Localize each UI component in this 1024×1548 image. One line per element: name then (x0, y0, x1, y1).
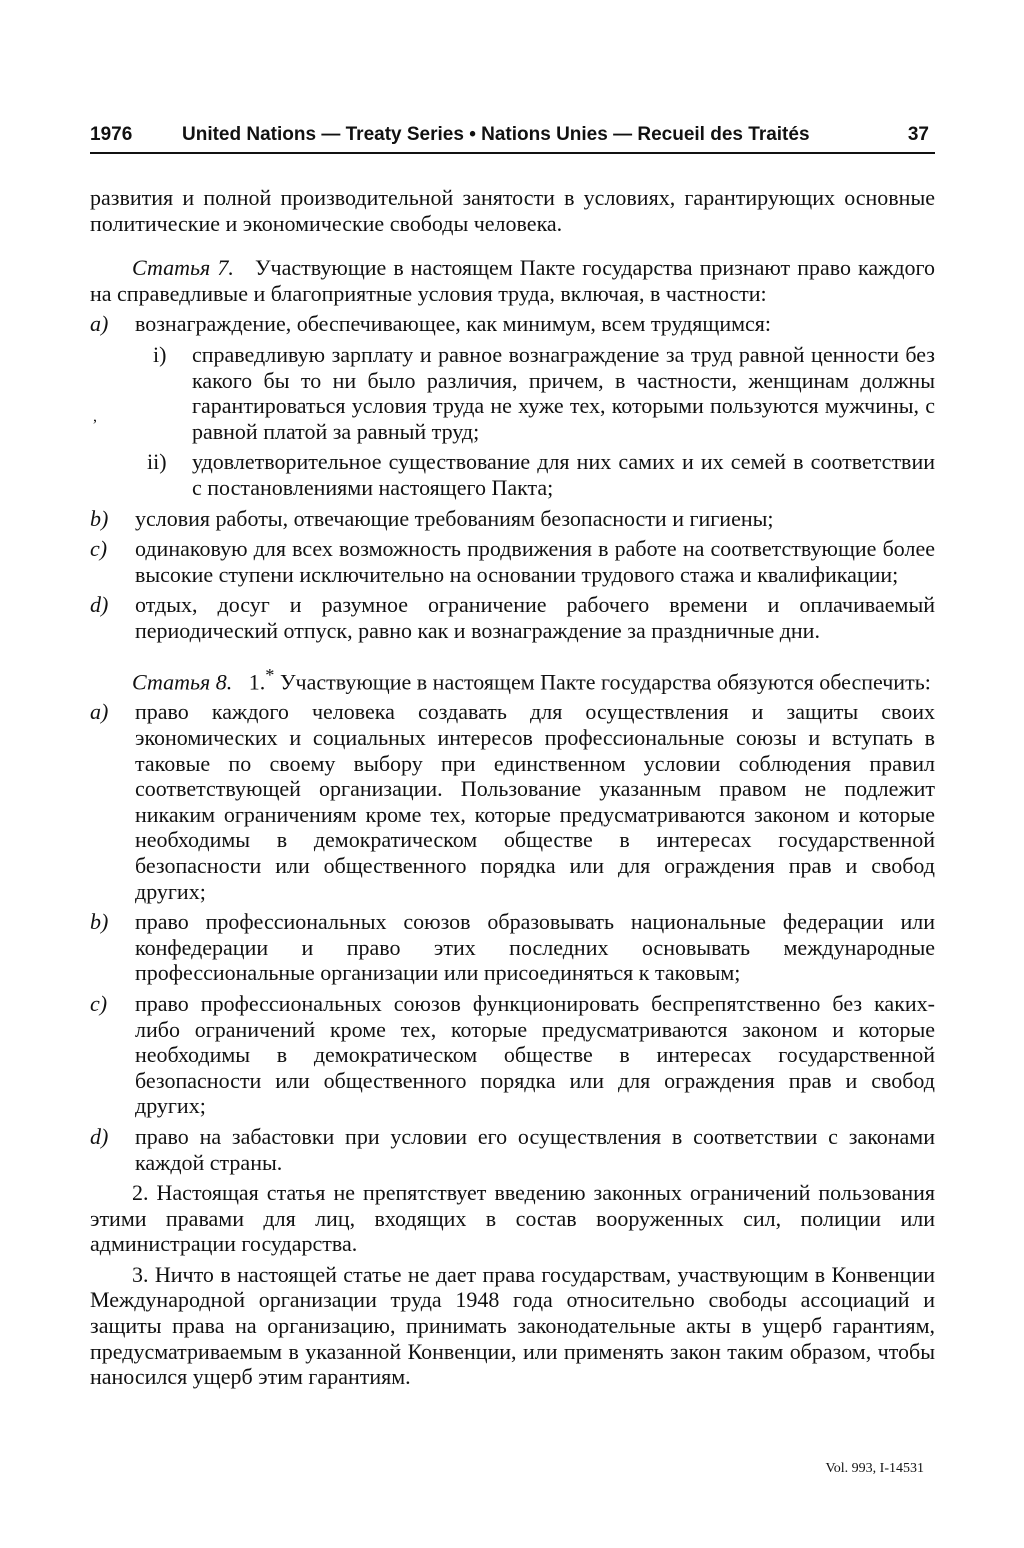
article-8-paragraph-2: 2. Настоящая статья не препятствует введению законных ограничений пользования этими правами для лиц, входящих в состав вооруженных сил, полиции или администрации государства. (90, 1180, 935, 1257)
list-item (90, 909, 935, 986)
list-label: c) (90, 536, 108, 562)
list-item (90, 536, 935, 587)
article-8-text: Участвующие в настоящем Пакте государства обязуются обеспечить: (279, 668, 931, 694)
sub-label: i) (153, 341, 167, 367)
list-text: одинаковую для всех возможность продвижения в работе на соответствующие более высокие ступени исключительно на основании трудового стажа и квалификации; (135, 536, 935, 587)
list-label: d) (90, 1123, 109, 1149)
list-label: b) (90, 909, 109, 935)
article-8-paragraph-3: 3. Ничто в настоящей статье не дает права государствам, участвующим в Конвенции Международной организации труда 1948 года относительно свободы ассоциаций и защиты права на организацию, принимать законодательные акты в ущерб гарантиям, предусматриваемым в указанной Конвенции, или применять закон таким образом, чтобы наносился ущерб этим гарантиям. (90, 1261, 935, 1390)
sub-text: справедливую зарплату и равное вознаграждение за труд равной ценности без какого бы то ни было различия, причем, в частности, женщинам должны гарантироваться условия труда не хуже тех, которыми пользуются мужчины, с равной платой за равный труд; (192, 341, 935, 444)
list-text: условия работы, отвечающие требованиям безопасности и гигиены; (135, 505, 774, 531)
article-8-heading: Статья 8. (132, 668, 233, 694)
header-title: United Nations — Treaty Series • Nations Unies — Recueil des Traités (182, 124, 810, 145)
list-text: право профессиональных союзов функционировать беспрепятственно без каких-либо ограничений кроме тех, которые предусматриваются законом и которые необходимы в демократическом обществе в интересах государственной безопасности или общественного порядка или для ограждения прав и свобод других; (135, 990, 935, 1119)
article-8-paragraph (90, 663, 935, 695)
list-label: b) (90, 505, 109, 531)
list-item (90, 506, 935, 532)
list-label: a) (90, 699, 109, 725)
page-number: 37 (907, 124, 929, 145)
article-8-number: 1. (248, 668, 266, 694)
sub-text: удовлетворительное существование для них самих и их семей в соответствии с постановлениями настоящего Пакта; (192, 449, 935, 500)
list-text: право на забастовки при условии его осуществления в соответствии с законами каждой страны. (135, 1123, 935, 1175)
list-item (90, 1124, 935, 1175)
footer-reference: Vol. 993, I-14531 (825, 1461, 924, 1476)
stray-mark: , (93, 408, 97, 425)
list-item (90, 699, 935, 904)
sub-item (135, 342, 935, 444)
list-item (90, 991, 935, 1119)
list-label: d) (90, 592, 109, 618)
list-label: c) (90, 990, 108, 1016)
sub-label: ii) (147, 449, 167, 475)
list-item (90, 592, 935, 643)
list-text: право профессиональных союзов образовывать национальные федерации или конфедерации и право этих последних основывать международные профессиональные организации или присоединяться к таковым; (135, 909, 935, 986)
list-label: a) (90, 311, 109, 337)
footnote-mark: * (265, 664, 275, 685)
list-item (90, 311, 935, 337)
sub-item (135, 449, 935, 500)
list-text: отдых, досуг и разумное ограничение рабочего времени и оплачиваемый периодический отпуск, равно как и вознаграждение за праздничные дни. (135, 592, 935, 643)
running-header (90, 118, 935, 154)
article-7-text: Участвующие в настоящем Пакте государства признают право каждого на справедливые и благоприятные условия труда, включая, в частности: (90, 255, 936, 306)
header-year: 1976 (90, 124, 133, 145)
article-7-heading: Статья 7. (132, 255, 234, 281)
list-text: право каждого человека создавать для осуществления и защиты своих экономических и социальных интересов профессиональные союзы и вступать в таковые по своему выбору при единственном условии соблюдения правил соответствующей организации. Пользование указанным правом не подлежит никаким ограничениям кроме тех, которые предусматриваются законом и которые необходимы в демократическом обществе в интересах государственной безопасности или общественного порядка или для ограждения прав и свобод других; (135, 699, 935, 904)
article-7-paragraph (90, 255, 935, 306)
body-text (90, 185, 935, 1390)
intro-paragraph: развития и полной производительной занятости в условиях, гарантирующих основные политические и экономические свободы человека. (90, 185, 935, 236)
list-text: вознаграждение, обеспечивающее, как минимум, всем трудящимся: (135, 311, 772, 337)
